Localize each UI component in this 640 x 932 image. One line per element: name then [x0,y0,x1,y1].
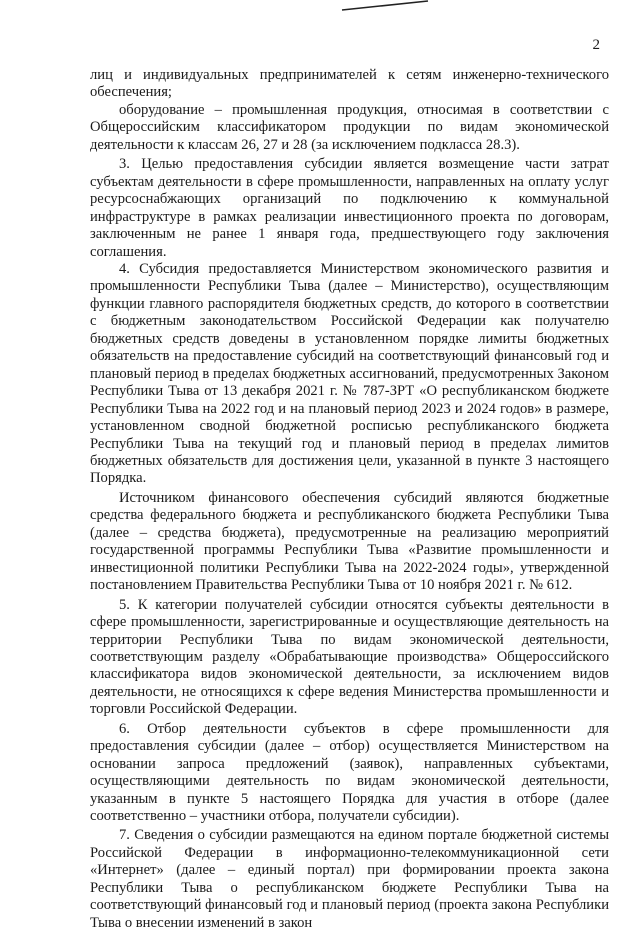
paragraph-item-7: 7. Сведения о субсидии размещаются на едином портале бюджетной системы Российской Федерации в информационно-телекоммуникационной сети «Интернет» (далее – единый портал) при формировании проекта закона Республики Тыва о республиканском бюджете Республики Тыва на соответствующий финансовый год и плановый период (проекта закона Республики Тыва о внесении изменений в закон [90,827,609,931]
paragraph-item-3: 3. Целью предоставления субсидии является возмещение части затрат субъектам деятельности в сфере промышленности, направленных на оплату услуг ресурсоснабжающих организаций по подключению к коммунальной инфраструктуре в рамках реализации инвестиционного проекта по договорам, заключенным не ранее 1 января года, предшествующего году заключения соглашения. [90,156,609,260]
paragraph-equipment-definition: оборудование – промышленная продукция, относимая в соответствии с Общероссийским классификатором продукции по видам экономической деятельности к классам 26, 27 и 28 (за исключением подкласса 28.3). [90,101,609,153]
page-number: 2 [592,37,600,53]
paragraph-funding-source: Источником финансового обеспечения субсидий являются бюджетные средства федерального бюджета и республиканского бюджета Республики Тыва (далее – средства бюджета), предусмотренные на реализацию мероприятий государственной программы Республики Тыва «Развитие промышленности и инвестиционной политики Республики Тыва на 2022-2024 годы», утвержденной постановлением Правительства Республики Тыва от 10 ноября 2021 г. № 612. [90,489,609,594]
paragraph-item-5: 5. К категории получателей субсидии относятся субъекты деятельности в сфере промышленности, зарегистрированные и осуществляющие деятельность на территории Республики Тыва по видам экономической деятельности, соответствующим разделу «Обрабатывающие производства» Общероссийского классификатора видов экономической деятельности, за исключением видов деятельности, не относящихся к сфере ведения Министерства промышленности и торговли Российской Федерации. [90,596,609,718]
document-body [90,67,609,932]
paragraph-item-4: 4. Субсидия предоставляется Министерством экономического развития и промышленности Республики Тыва (далее – Министерство), осуществляющим функции главного распорядителя бюджетных средств, до которого в соответствии с бюджетным законодательством Российской Федерации как получателю бюджетных средств доведены в установленном порядке лимиты бюджетных обязательств на предоставление субсидий на соответствующий финансовый год и плановый период в пределах бюджетных ассигнований, предусмотренных Законом Республики Тыва от 13 декабря 2021 г. № 787-ЗРТ «О республиканском бюджете Республики Тыва на 2022 год и на плановый период 2023 и 2024 годов» в размере, установленном сводной бюджетной росписью республиканского бюджета Республики Тыва на текущий год и плановый период в пределах лимитов бюджетных обязательств для достижения цели, указанной в пункте 3 настоящего Порядка. [90,260,609,487]
paragraph-item-6: 6. Отбор деятельности субъектов в сфере промышленности для предоставления субсидии (далее – отбор) осуществляется Министерством на основании запроса предложений (заявок), направленных субъектами, осуществляющими деятельность по видам экономической деятельности, указанным в пункте 5 настоящего Порядка для участия в отборе (далее соответственно – участники отбора, получатели субсидии). [90,720,609,825]
scan-stroke-mark [340,0,430,14]
paragraph-definition-continuation: лиц и индивидуальных предпринимателей к сетям инженерно-технического обеспечения; [90,67,609,101]
